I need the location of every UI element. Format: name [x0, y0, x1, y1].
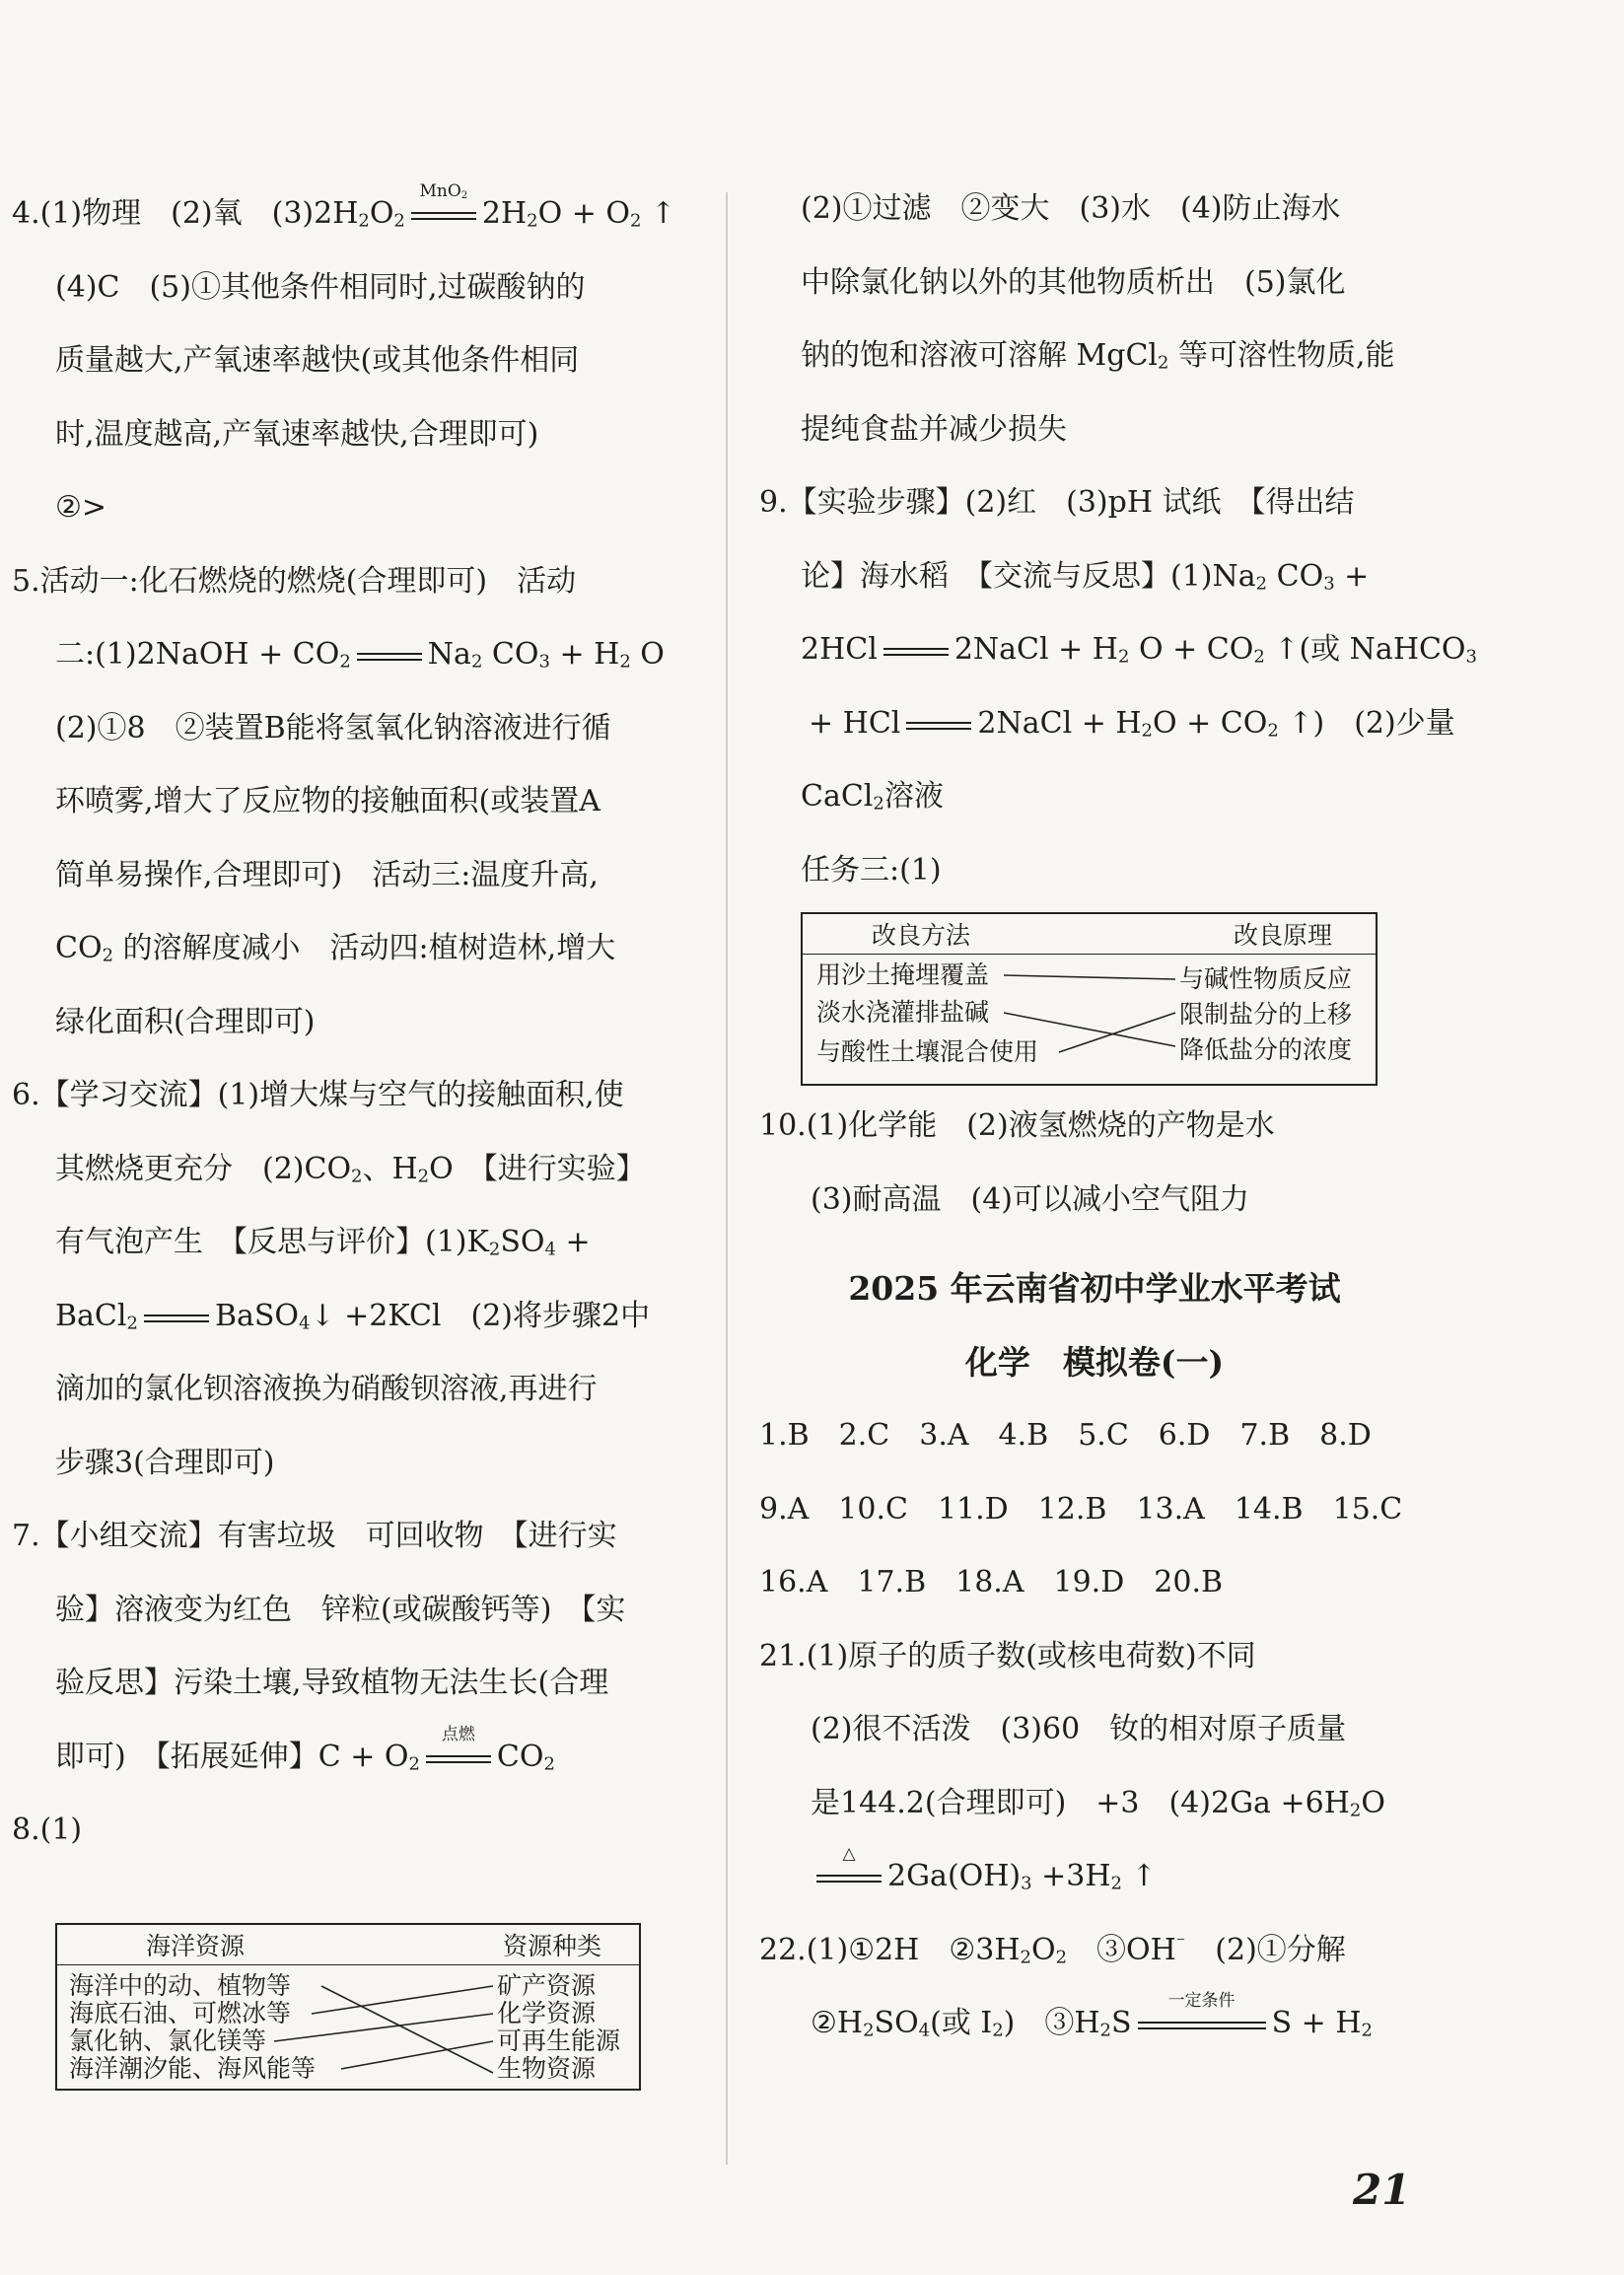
q8-part2-line-1: (2)①过滤 ②变大 (3)水 (4)防止海水	[801, 191, 1341, 226]
soil-improvement-matching-table	[801, 912, 1377, 1086]
q7-line-4: 即可) 【拓展延伸】$C + O_2$ 点燃 $CO_2$	[55, 1724, 555, 1775]
table-right-item: 化学资源	[497, 1999, 597, 2027]
table-right-item: 生物资源	[497, 2054, 597, 2083]
table-left-item: 海底石油、可燃冰等	[69, 1999, 292, 2027]
table-header-right: 改良原理	[1233, 921, 1332, 950]
table-right-item: 与碱性物质反应	[1179, 964, 1353, 993]
column-divider	[726, 192, 728, 2165]
q7-line-2: 验】溶液变为红色 锌粒(或碳酸钙等) 【实	[55, 1592, 626, 1627]
ocean-resource-matching-table	[55, 1923, 641, 2091]
table-header-left: 海洋资源	[146, 1932, 246, 1960]
table-left-item: 海洋中的动、植物等	[69, 1971, 292, 2000]
q10-line-2: (3)耐高温 (4)可以减小空气阻力	[811, 1181, 1249, 1217]
table-left-item: 与酸性土壤混合使用	[816, 1037, 1039, 1066]
q8-part2-line-3: 钠的饱和溶液可溶解 MgCl$_2$ 等可溶性物质,能	[801, 338, 1395, 374]
q9-line-6: 任务三:(1)	[801, 852, 942, 888]
exam-subtitle: 化学 模拟卷(一)	[964, 1342, 1225, 1382]
q5-line-5: 简单易操作,合理即可) 活动三:温度升高,	[55, 857, 599, 892]
q22-line-1: 22.(1)①2H $②3H_2O_2$ ③OH⁻ (2)①分解	[759, 1932, 1346, 1968]
q21-line-2: (2)很不活泼 (3)60 钕的相对原子质量	[811, 1712, 1347, 1746]
q4-line-2: (4)C (5)①其他条件相同时,过碳酸钠的	[55, 269, 586, 305]
page-number: 21	[1353, 2166, 1411, 2214]
right-column	[759, 173, 1477, 2061]
answer-row: 9.A 10.C 11.D 12.B 13.A 14.B 15.C	[759, 1491, 1403, 1527]
table-left-item: 淡水浇灌排盐碱	[816, 998, 990, 1027]
q6-line-2: 其燃烧更充分 $(2)CO_2$、$H_2O$ 【进行实验】	[55, 1151, 646, 1187]
table-header-right: 资源种类	[502, 1932, 601, 1960]
table-left-item: 海洋潮汐能、海风能等	[69, 2054, 317, 2083]
table-left-item: 用沙土掩埋覆盖	[816, 960, 990, 989]
answer-row: 16.A 17.B 18.A 19.D 20.B	[759, 1565, 1224, 1600]
q9-line-5: CaCl$_2$溶液	[801, 779, 944, 815]
table-right-item: 降低盐分的浓度	[1179, 1035, 1353, 1064]
q8-part2-line-2: 中除氯化钠以外的其他物质析出 (5)氯化	[801, 264, 1346, 300]
q4-line-4: 时,温度越高,产氧速率越快,合理即可)	[55, 416, 539, 452]
q21-line-4: △ $2Ga(OH)_3 +3H_2$ ↑	[759, 1840, 1430, 1914]
q6-line-1: 6.【学习交流】(1)增大煤与空气的接触面积,使	[12, 1078, 624, 1112]
table-header-left: 改良方法	[872, 921, 971, 950]
q21-line-3: 是144.2(合理即可) +3 $(4)2Ga +6H_2O$	[811, 1785, 1385, 1821]
q7-line-1: 7.【小组交流】有害垃圾 可回收物 【进行实	[12, 1519, 617, 1553]
q22-line-2: $②H_2SO_4$(或 $I_2$) $③H_2S$ 一定条件 $S + H_2$	[811, 1991, 1373, 2041]
table-right-item: 限制盐分的上移	[1179, 1000, 1353, 1029]
q9-line-2: 论】海水稻 【交流与反思】$(1)Na_2$ $CO_3$ +	[801, 558, 1370, 595]
table-left-item: 氯化钠、氯化镁等	[69, 2026, 267, 2055]
left-column	[12, 178, 692, 2083]
q5-line-1: 5.活动一:化石燃烧的燃烧(合理即可) 活动	[12, 563, 577, 599]
q9-line-4: + HCl 2NaCl + $H_2O + CO_2$ ↑) (2)少量	[809, 705, 1455, 742]
q5-line-6: $CO_2$ 的溶解度减小 活动四:植树造林,增大	[55, 931, 616, 966]
table-right-item: 矿产资源	[497, 1971, 597, 2000]
q4-line-5: ②>	[55, 490, 107, 525]
q5-line-2: 二:(1)2NaOH + $CO_2$ $Na_2$ $CO_3 + H_2$ O	[55, 637, 665, 673]
q9-line-1: 9.【实验步骤】(2)红 (3)pH 试纸 【得出结	[759, 485, 1355, 520]
table-right-item: 可再生能源	[497, 2026, 621, 2055]
q6-line-6: 步骤3(合理即可)	[55, 1445, 275, 1480]
q4-line-1: 4.(1)物理 (2)氧 $(3)2H_2O_2$ MnO$_2$ $2H_2O + O_2$ ↑	[12, 181, 676, 232]
q6-line-3: 有气泡产生 【反思与评价】$(1)K_2SO_4$ +	[55, 1225, 591, 1260]
q4-line-3: 质量越大,产氧速率越快(或其他条件相同	[55, 343, 580, 378]
q5-line-7: 绿化面积(合理即可)	[55, 1004, 316, 1039]
q5-line-4: 环喷雾,增大了反应物的接触面积(或装置A	[55, 784, 600, 818]
q6-line-4: BaCl$_2$ BaSO$_4$↓ +2KCl (2)将步骤2中	[55, 1298, 651, 1334]
q21-line-1: 21.(1)原子的质子数(或核电荷数)不同	[759, 1638, 1256, 1673]
q5-line-3: (2)①8 ②装置B能将氢氧化钠溶液进行循	[55, 710, 611, 746]
q7-line-3: 验反思】污染土壤,导致植物无法生长(合理	[55, 1666, 609, 1700]
q8-label: 8.(1)	[12, 1813, 83, 1847]
q6-line-5: 滴加的氯化钡溶液换为硝酸钡溶液,再进行	[55, 1372, 598, 1406]
q9-line-3: 2HCl 2NaCl + $H_2$ $O + CO_2$ ↑(或 NaHCO$_3$	[801, 632, 1477, 668]
q10-line-1: 10.(1)化学能 (2)液氢燃烧的产物是水	[759, 1108, 1275, 1143]
exam-title: 2025 年云南省初中学业水平考试	[848, 1269, 1341, 1308]
answer-row: 1.B 2.C 3.A 4.B 5.C 6.D 7.B 8.D	[759, 1418, 1372, 1453]
q8-part2-line-4: 提纯食盐并减少损失	[801, 411, 1067, 447]
